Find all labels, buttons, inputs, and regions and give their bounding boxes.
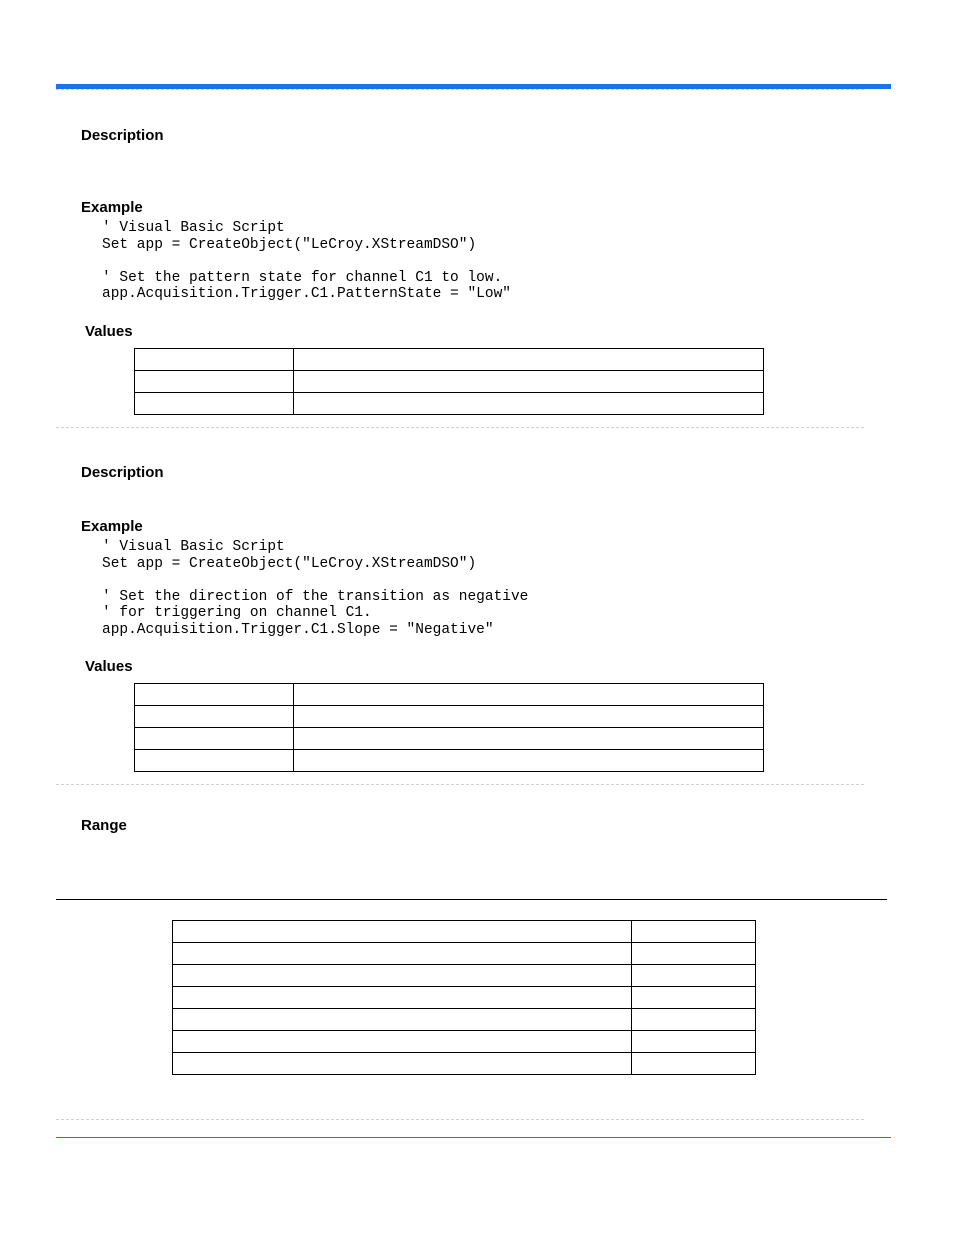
table-cell bbox=[294, 349, 764, 371]
range-heading: Range bbox=[81, 817, 127, 834]
code-line: ' Visual Basic Script bbox=[102, 220, 285, 236]
code-line: ' Set the pattern state for channel C1 to low. bbox=[102, 269, 503, 286]
values-table bbox=[134, 683, 764, 772]
table-row bbox=[135, 684, 764, 706]
table-cell bbox=[294, 706, 764, 728]
table-cell bbox=[632, 1031, 756, 1053]
table-cell bbox=[632, 1009, 756, 1031]
code-example bbox=[102, 539, 528, 638]
table-cell bbox=[135, 393, 294, 415]
table-cell bbox=[135, 728, 294, 750]
description-heading: Description bbox=[81, 127, 164, 144]
table-cell bbox=[135, 684, 294, 706]
example-heading: Example bbox=[81, 199, 143, 216]
table-row bbox=[173, 1009, 756, 1031]
section-dashed-separator bbox=[56, 427, 864, 428]
table-row bbox=[135, 393, 764, 415]
table-cell bbox=[294, 728, 764, 750]
table-cell bbox=[135, 706, 294, 728]
code-example bbox=[102, 220, 511, 303]
table-cell bbox=[173, 1031, 632, 1053]
code-line: app.Acquisition.Trigger.C1.PatternState = "Low" bbox=[102, 286, 511, 302]
table-cell bbox=[173, 943, 632, 965]
table-cell bbox=[294, 371, 764, 393]
table-cell bbox=[294, 393, 764, 415]
code-line bbox=[102, 572, 528, 589]
table-row bbox=[173, 921, 756, 943]
table-row bbox=[135, 750, 764, 772]
values-heading: Values bbox=[85, 323, 133, 340]
values-table bbox=[134, 348, 764, 415]
table-row bbox=[173, 943, 756, 965]
code-line: Set app = CreateObject("LeCroy.XStreamDSO") bbox=[102, 236, 477, 253]
code-line: ' Visual Basic Script bbox=[102, 539, 285, 555]
table-cell bbox=[294, 750, 764, 772]
footer-accent-line bbox=[56, 1137, 891, 1138]
table-row bbox=[135, 728, 764, 750]
table-cell bbox=[135, 371, 294, 393]
horizontal-rule bbox=[56, 899, 887, 900]
table-row bbox=[173, 1031, 756, 1053]
table-cell bbox=[632, 987, 756, 1009]
table-row bbox=[173, 987, 756, 1009]
example-heading: Example bbox=[81, 518, 143, 535]
range-table bbox=[172, 920, 756, 1075]
table-cell bbox=[632, 965, 756, 987]
table-cell bbox=[632, 943, 756, 965]
table-cell bbox=[135, 349, 294, 371]
header-dashed-separator bbox=[56, 89, 864, 90]
table-row bbox=[135, 371, 764, 393]
table-cell bbox=[173, 1053, 632, 1075]
section-dashed-separator bbox=[56, 1119, 864, 1120]
table-cell bbox=[173, 965, 632, 987]
table-cell bbox=[173, 921, 632, 943]
table-row bbox=[173, 1053, 756, 1075]
code-line: Set app = CreateObject("LeCroy.XStreamDSO") bbox=[102, 555, 477, 572]
table-cell bbox=[173, 1009, 632, 1031]
table-cell bbox=[632, 1053, 756, 1075]
description-heading: Description bbox=[81, 464, 164, 481]
table-cell bbox=[632, 921, 756, 943]
code-line bbox=[102, 253, 511, 270]
table-row bbox=[135, 349, 764, 371]
section-dashed-separator bbox=[56, 784, 864, 785]
code-line: app.Acquisition.Trigger.C1.Slope = "Negative" bbox=[102, 621, 494, 638]
table-cell bbox=[135, 750, 294, 772]
code-line: ' for triggering on channel C1. bbox=[102, 605, 372, 621]
code-line: ' Set the direction of the transition as negative bbox=[102, 588, 529, 605]
table-cell bbox=[173, 987, 632, 1009]
table-row bbox=[135, 706, 764, 728]
table-cell bbox=[294, 684, 764, 706]
values-heading: Values bbox=[85, 658, 133, 675]
table-row bbox=[173, 965, 756, 987]
